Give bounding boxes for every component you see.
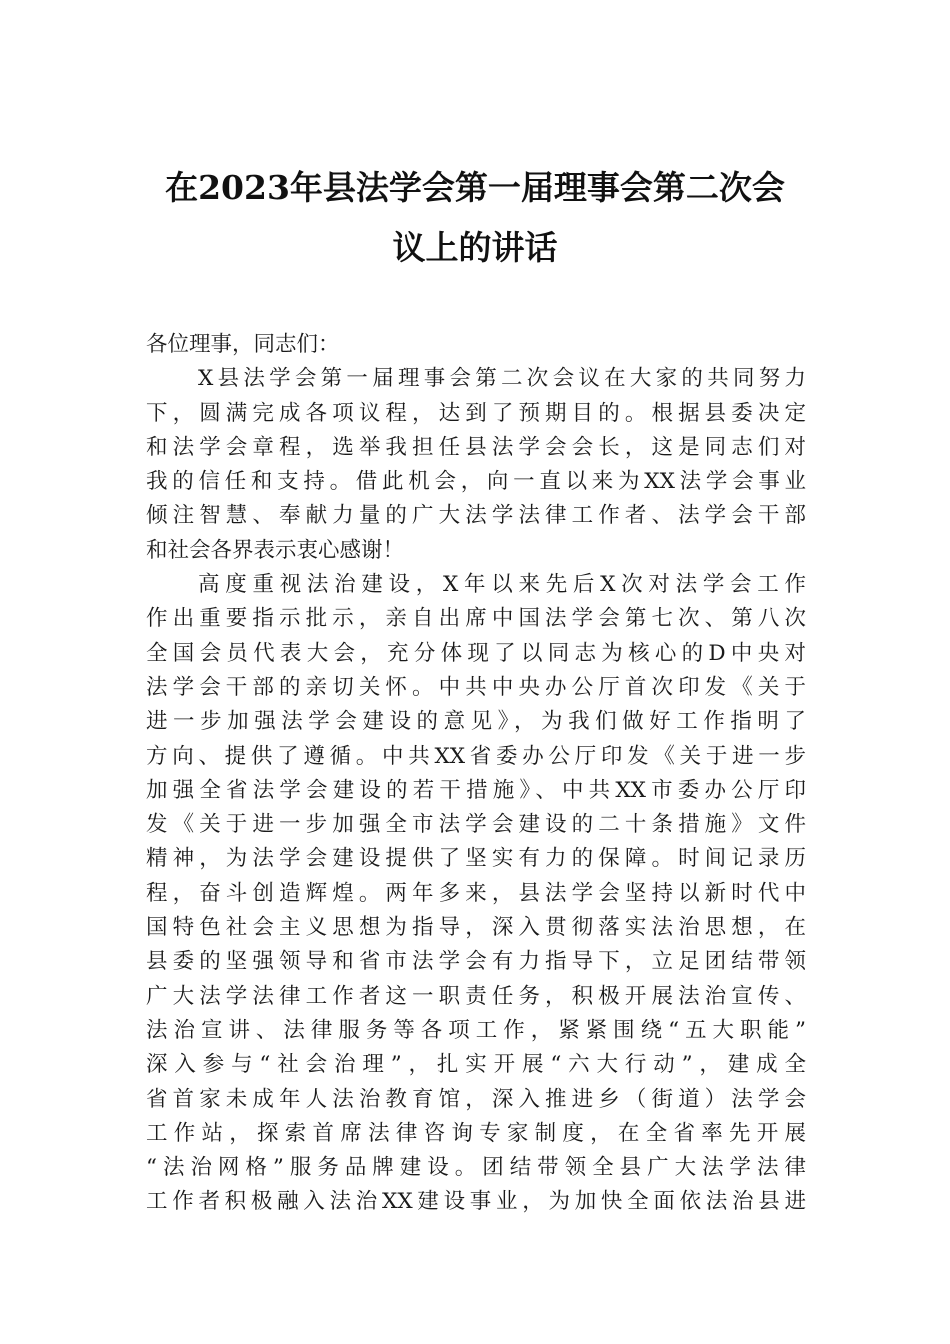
paragraph-line: X县法学会第一届理事会第二次会议在大家的共同努力: [198, 366, 806, 392]
paragraph-line: 广大法学法律工作者这一职责任务，积极开展法治宣传、: [146, 983, 806, 1009]
title-line-2: 议上的讲话: [392, 228, 558, 267]
title-line-1: 在2023年县法学会第一届理事会第二次会: [165, 168, 785, 207]
greeting: 各位理事，同志们：: [146, 332, 340, 357]
paragraph-line: 省首家未成年人法治教育馆，深入推进乡（街道）法学会: [146, 1086, 806, 1112]
paragraph-line: 法治宣讲、法律服务等各项工作，紧紧围绕“五大职能”: [146, 1017, 806, 1043]
paragraph-line: 工作者积极融入法治XX建设事业，为加快全面依法治县进: [146, 1189, 806, 1215]
paragraph-line: “法治网格”服务品牌建设。团结带领全县广大法学法律: [146, 1155, 806, 1181]
paragraph-line: 程，奋斗创造辉煌。两年多来，县法学会坚持以新时代中: [146, 880, 806, 906]
paragraph-line: 方向、提供了遵循。中共XX省委办公厅印发《关于进一步: [146, 743, 806, 769]
paragraph-line: 国特色社会主义思想为指导，深入贯彻落实法治思想，在: [146, 915, 806, 941]
document-title: [140, 158, 810, 278]
paragraph-line: 精神，为法学会建设提供了坚实有力的保障。时间记录历: [146, 846, 806, 872]
paragraph-line: 加强全省法学会建设的若干措施》、中共XX市委办公厅印: [146, 777, 806, 803]
paragraph-line: 倾注智慧、奉献力量的广大法学法律工作者、法学会干部: [146, 503, 806, 529]
paragraph-line: 和社会各界表示衷心感谢！: [146, 537, 405, 563]
paragraph-line: 进一步加强法学会建设的意见》，为我们做好工作指明了: [146, 709, 806, 735]
paragraph-line: 和法学会章程，选举我担任县法学会会长，这是同志们对: [146, 434, 806, 460]
paragraph-1: [146, 362, 806, 568]
paragraph-line: 我的信任和支持。借此机会，向一直以来为XX法学会事业: [146, 469, 806, 495]
paragraph-line: 深入参与“社会治理”，扎实开展“六大行动”，建成全: [146, 1052, 806, 1078]
paragraph-line: 县委的坚强领导和省市法学会有力指导下，立足团结带领: [146, 949, 806, 975]
paragraph-line: 作出重要指示批示，亲自出席中国法学会第七次、第八次: [146, 606, 806, 632]
paragraph-2: [146, 568, 806, 1220]
paragraph-line: 下，圆满完成各项议程，达到了预期目的。根据县委决定: [146, 400, 806, 426]
paragraph-line: 法学会干部的亲切关怀。中共中央办公厅首次印发《关于: [146, 674, 806, 700]
paragraph-line: 全国会员代表大会，充分体现了以同志为核心的D中央对: [146, 640, 806, 666]
paragraph-line: 发《关于进一步加强全市法学会建设的二十条措施》文件: [146, 812, 806, 838]
paragraph-line: 高度重视法治建设，X年以来先后X次对法学会工作: [198, 572, 806, 598]
paragraph-line: 工作站，探索首席法律咨询专家制度，在全省率先开展: [146, 1120, 806, 1146]
document-body: [146, 328, 806, 1220]
